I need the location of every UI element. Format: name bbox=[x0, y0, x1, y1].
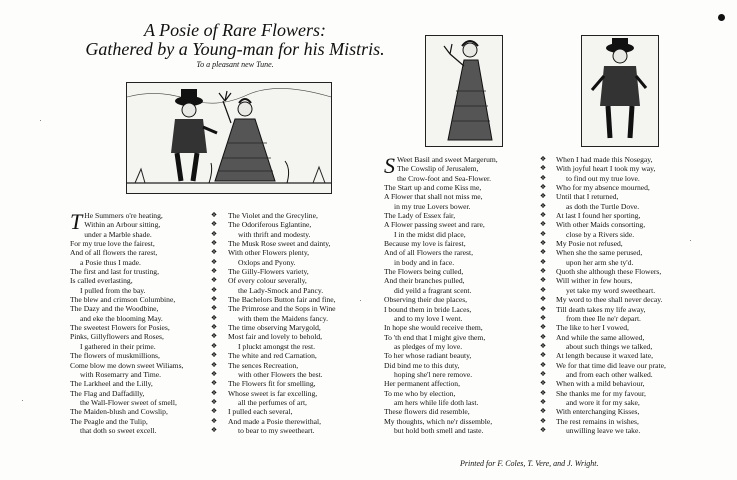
verse-line: The Gilly-Flowers variety, bbox=[228, 267, 309, 277]
verse-column-4 bbox=[556, 155, 666, 435]
ballad-title-line1: A Posie of Rare Flowers: bbox=[144, 20, 326, 40]
verse-line: the Crow-foot and Sea-Flower. bbox=[397, 173, 492, 183]
paper-speck bbox=[690, 240, 691, 241]
paper-speck bbox=[22, 400, 23, 401]
verse-line: The Bachelors Button fair and fine, bbox=[228, 295, 336, 305]
verse-column-3 bbox=[384, 153, 498, 435]
verse-line: to bear to my sweetheart. bbox=[238, 425, 315, 435]
verse-line: With other Maids consorting, bbox=[556, 220, 646, 230]
verse-line: A Flower passing sweet and rare, bbox=[384, 220, 485, 230]
verse-line: Observing their due places, bbox=[384, 295, 468, 305]
verse-line: as doth the Turtle Dove. bbox=[566, 201, 640, 211]
verse-line: Her permanent affection, bbox=[384, 379, 460, 389]
verse-line: When she the same perused, bbox=[556, 248, 643, 258]
verse-line: The Primrose and the Sops in Wine bbox=[228, 304, 336, 314]
verse-line: I bound them in bride Laces, bbox=[384, 304, 472, 314]
verse-line: Quoth she although these Flowers, bbox=[556, 267, 662, 277]
verse-line: Most fair and lovely to behold, bbox=[228, 332, 323, 342]
woodcut-gentleman bbox=[581, 35, 659, 147]
verse-line: upon her arm she ty'd. bbox=[566, 257, 634, 267]
verse-line: When I had made this Nosegay, bbox=[556, 155, 653, 164]
verse-column-1 bbox=[70, 211, 183, 435]
verse-line: And of all flowers the rarest, bbox=[70, 248, 158, 258]
verse-line: unwilling leave we take. bbox=[566, 425, 641, 435]
dropcap-s: S bbox=[384, 153, 395, 178]
verse-line: When with a mild behaviour, bbox=[556, 379, 645, 389]
verse-line: to find out my true love. bbox=[566, 173, 640, 183]
verse-line: My thoughts, which ne'r dissemble, bbox=[384, 416, 493, 426]
verse-line: with them the Maidens fancy. bbox=[238, 313, 328, 323]
verse-line: The Peagle and the Tulip, bbox=[70, 416, 148, 426]
paper-speck bbox=[40, 120, 41, 121]
paper-speck bbox=[360, 300, 361, 301]
verse-line: For my true love the fairest, bbox=[70, 239, 155, 249]
verse-line: Come blow me down sweet Wiliams, bbox=[70, 360, 184, 370]
verse-line: And made a Posie therewithal, bbox=[228, 416, 321, 426]
verse-line: Whose sweet is far excelling, bbox=[228, 388, 318, 398]
verse-line: He Summers o're heating, bbox=[84, 211, 163, 220]
verse-line: I pluckt amongst the rest. bbox=[238, 341, 315, 351]
verse-line: Till death takes my life away, bbox=[556, 304, 646, 314]
verse-line: am hers while life doth last. bbox=[394, 397, 479, 407]
verse-line: The Flag and Daffadilly, bbox=[70, 388, 145, 398]
verse-line: The Cowslip of Jerusalem, bbox=[397, 164, 479, 174]
verse-line: The white and red Carnation, bbox=[228, 351, 317, 361]
verse-line: The first and last for trusting, bbox=[70, 267, 159, 277]
verse-line: in body and in face. bbox=[394, 257, 455, 267]
verse-line: hoping she'l nere remove. bbox=[394, 369, 473, 379]
verse-line: Did bind me to this duty, bbox=[384, 360, 460, 370]
woodcut-lady bbox=[425, 35, 503, 147]
verse-line: and eke the blooming May. bbox=[80, 313, 163, 323]
ornament-strip-2: ❖ ❖ ❖ ❖ ❖ ❖ ❖ ❖ ❖ ❖ ❖ ❖ ❖ ❖ ❖ ❖ ❖ ❖ ❖ ❖ ❖ ❖ ❖ ❖ ❖ ❖ ❖ ❖ ❖ ❖ bbox=[539, 155, 547, 434]
verse-line: Pinks, Gillyflowers and Roses, bbox=[70, 332, 164, 342]
verse-line: The time observing Marygold, bbox=[228, 323, 321, 333]
verse-line: with thrift and modesty. bbox=[238, 229, 311, 239]
verse-line: The Lady of Essex fair, bbox=[384, 211, 456, 221]
verse-line: A Flower that shall not miss me, bbox=[384, 192, 483, 202]
ballad-title-line2: Gathered by a Young-man for his Mistris. bbox=[85, 39, 385, 59]
verse-line: Weet Basil and sweet Margerum, bbox=[397, 155, 498, 164]
verse-line: These flowers did resemble, bbox=[384, 407, 470, 417]
verse-line: The sences Recreation, bbox=[228, 360, 299, 370]
verse-line: but hold both smell and taste. bbox=[394, 425, 484, 435]
verse-line: The Dazy and the Woodbine, bbox=[70, 304, 159, 314]
verse-line: in my true Lovers bower. bbox=[394, 201, 471, 211]
ink-spot bbox=[718, 14, 725, 21]
verse-line: Within an Arbour sitting, bbox=[84, 220, 161, 230]
verse-line: With joyful heart I took my way, bbox=[556, 164, 656, 174]
verse-line: With enterchanging Kisses, bbox=[556, 407, 640, 417]
verse-line: The Larkheel and the Lilly, bbox=[70, 379, 153, 389]
verse-line: and to my love I went. bbox=[394, 313, 463, 323]
verse-line: To 'th end that I might give them, bbox=[384, 332, 486, 342]
verse-line: The Musk Rose sweet and dainty, bbox=[228, 239, 331, 249]
verse-line: With other Flowers plenty, bbox=[228, 248, 310, 258]
dropcap-t: T bbox=[70, 209, 83, 234]
verse-line: The Odoriferous Eglantine, bbox=[228, 220, 312, 230]
verse-line: At last I found her sporting, bbox=[556, 211, 641, 221]
verse-line: To her whose radiant beauty, bbox=[384, 351, 472, 361]
verse-line: The rest remains in wishes, bbox=[556, 416, 639, 426]
verse-line: and from each other walked. bbox=[566, 369, 653, 379]
tune-note: To a pleasant new Tune. bbox=[196, 60, 274, 69]
verse-line: yet take my word sweetheart. bbox=[566, 285, 656, 295]
verse-line: Oxlops and Pyony. bbox=[238, 257, 296, 267]
verse-line: Is called everlasting, bbox=[70, 276, 133, 286]
verse-line: under a Marble shade. bbox=[84, 229, 152, 239]
verse-line: a Posie thus I made. bbox=[80, 257, 141, 267]
verse-line: My Posie not refused, bbox=[556, 239, 623, 249]
verse-line: The flowers of muskmillions, bbox=[70, 351, 160, 361]
verse-line: with Rosemarry and Time. bbox=[80, 369, 161, 379]
verse-line: And their branches pulled, bbox=[384, 276, 465, 286]
verse-line: The like to her I vowed, bbox=[556, 323, 629, 333]
verse-line: The blew and crimson Columbine, bbox=[70, 295, 176, 305]
verse-line: Until that I returned, bbox=[556, 192, 619, 202]
verse-line: The Start up and come Kiss me, bbox=[384, 183, 482, 193]
verse-line: The Maiden-blush and Cowslip, bbox=[70, 407, 168, 417]
verse-line: did yeild a fragrant scent. bbox=[394, 285, 472, 295]
verse-line: as pledges of my love. bbox=[394, 341, 463, 351]
verse-line: At length because it waxed late, bbox=[556, 351, 653, 361]
verse-line: To me who by election, bbox=[384, 388, 456, 398]
verse-line: My word to thee shall never decay. bbox=[556, 295, 663, 305]
verse-line: And of all Flowers the rarest, bbox=[384, 248, 473, 258]
verse-line: Who for my absence mourned, bbox=[556, 183, 650, 193]
verse-line: that doth so sweet excell. bbox=[80, 425, 157, 435]
verse-line: the Wall-Flower sweet of smell, bbox=[80, 397, 177, 407]
verse-line: close by a Rivers side. bbox=[566, 229, 635, 239]
ornament-strip-1: ❖ ❖ ❖ ❖ ❖ ❖ ❖ ❖ ❖ ❖ ❖ ❖ ❖ ❖ ❖ ❖ ❖ ❖ ❖ ❖ ❖ ❖ ❖ ❖ bbox=[210, 211, 218, 434]
printer-imprint: Printed for F. Coles, T. Vere, and J. Wright. bbox=[460, 459, 599, 468]
verse-line: from thee Ile ne'r depart. bbox=[566, 313, 641, 323]
verse-line: And while the same allowed, bbox=[556, 332, 645, 342]
verse-line: Of every colour severally, bbox=[228, 276, 307, 286]
verse-line: the Lady-Smock and Pancy. bbox=[238, 285, 324, 295]
verse-line: I pulled each several, bbox=[228, 407, 293, 417]
verse-line: Because my love is fairest, bbox=[384, 239, 466, 249]
verse-line: The Flowers being culled, bbox=[384, 267, 464, 277]
verse-line: The Flowers fit for smelling, bbox=[228, 379, 316, 389]
verse-column-2 bbox=[228, 211, 336, 435]
verse-line: I pulled from the bay. bbox=[80, 285, 146, 295]
verse-line: Will wither in few hours, bbox=[556, 276, 633, 286]
verse-line: I gathered in their prime. bbox=[80, 341, 156, 351]
verse-line: I in the midst did place, bbox=[394, 229, 466, 239]
verse-line: In hope she would receive them, bbox=[384, 323, 483, 333]
verse-line: with other Flowers the best. bbox=[238, 369, 323, 379]
verse-line: She thanks me for my favour, bbox=[556, 388, 646, 398]
woodcut-couple bbox=[126, 82, 332, 194]
verse-line: about such things we talked, bbox=[566, 341, 653, 351]
verse-line: and wore it for my sake, bbox=[566, 397, 640, 407]
verse-line: all the perfumes of art, bbox=[238, 397, 307, 407]
verse-line: We for that time did leave our prate, bbox=[556, 360, 666, 370]
verse-line: The Violet and the Grecyline, bbox=[228, 211, 318, 220]
verse-line: The sweetest Flowers for Posies, bbox=[70, 323, 170, 333]
